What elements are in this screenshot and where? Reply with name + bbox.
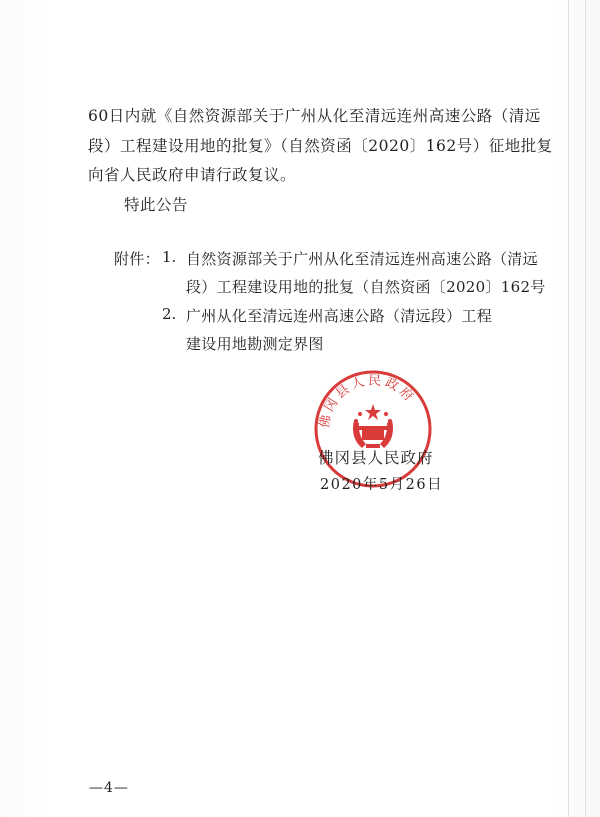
attachment-2-line-1: 广州从化至清远连州高速公路（清远段）工程	[186, 307, 493, 325]
document-date: 2020年5月26日	[320, 477, 444, 493]
national-emblem-icon	[353, 404, 393, 448]
seal-text: 佛冈县人民政府	[317, 373, 419, 430]
signing-organization: 佛冈县人民政府	[318, 449, 434, 467]
attachment-1-line-2: 段）工程建设用地的批复（自然资函〔2020〕162号	[186, 278, 546, 296]
page-number: —4—	[89, 780, 129, 796]
attachment-2-number: 2.	[162, 305, 177, 323]
attachment-1-number: 1.	[162, 248, 177, 266]
body-line-3: 向省人民政府申请行政复议。	[88, 166, 297, 184]
attachment-label: 附件：	[114, 250, 160, 268]
attachment-1-line-1: 自然资源部关于广州从化至清远连州高速公路（清远	[186, 250, 538, 268]
page-edge-line	[585, 0, 586, 817]
attachment-2-line-2: 建设用地勘测定界图	[186, 335, 324, 353]
body-line-1: 60日内就《自然资源部关于广州从化至清远连州高速公路（清远	[88, 107, 541, 125]
page-edge-line	[568, 0, 569, 817]
official-seal	[312, 368, 434, 490]
notice-text: 特此公告	[124, 196, 189, 214]
body-line-2: 段）工程建设用地的批复》（自然资函〔2020〕162号）征地批复	[88, 137, 553, 155]
